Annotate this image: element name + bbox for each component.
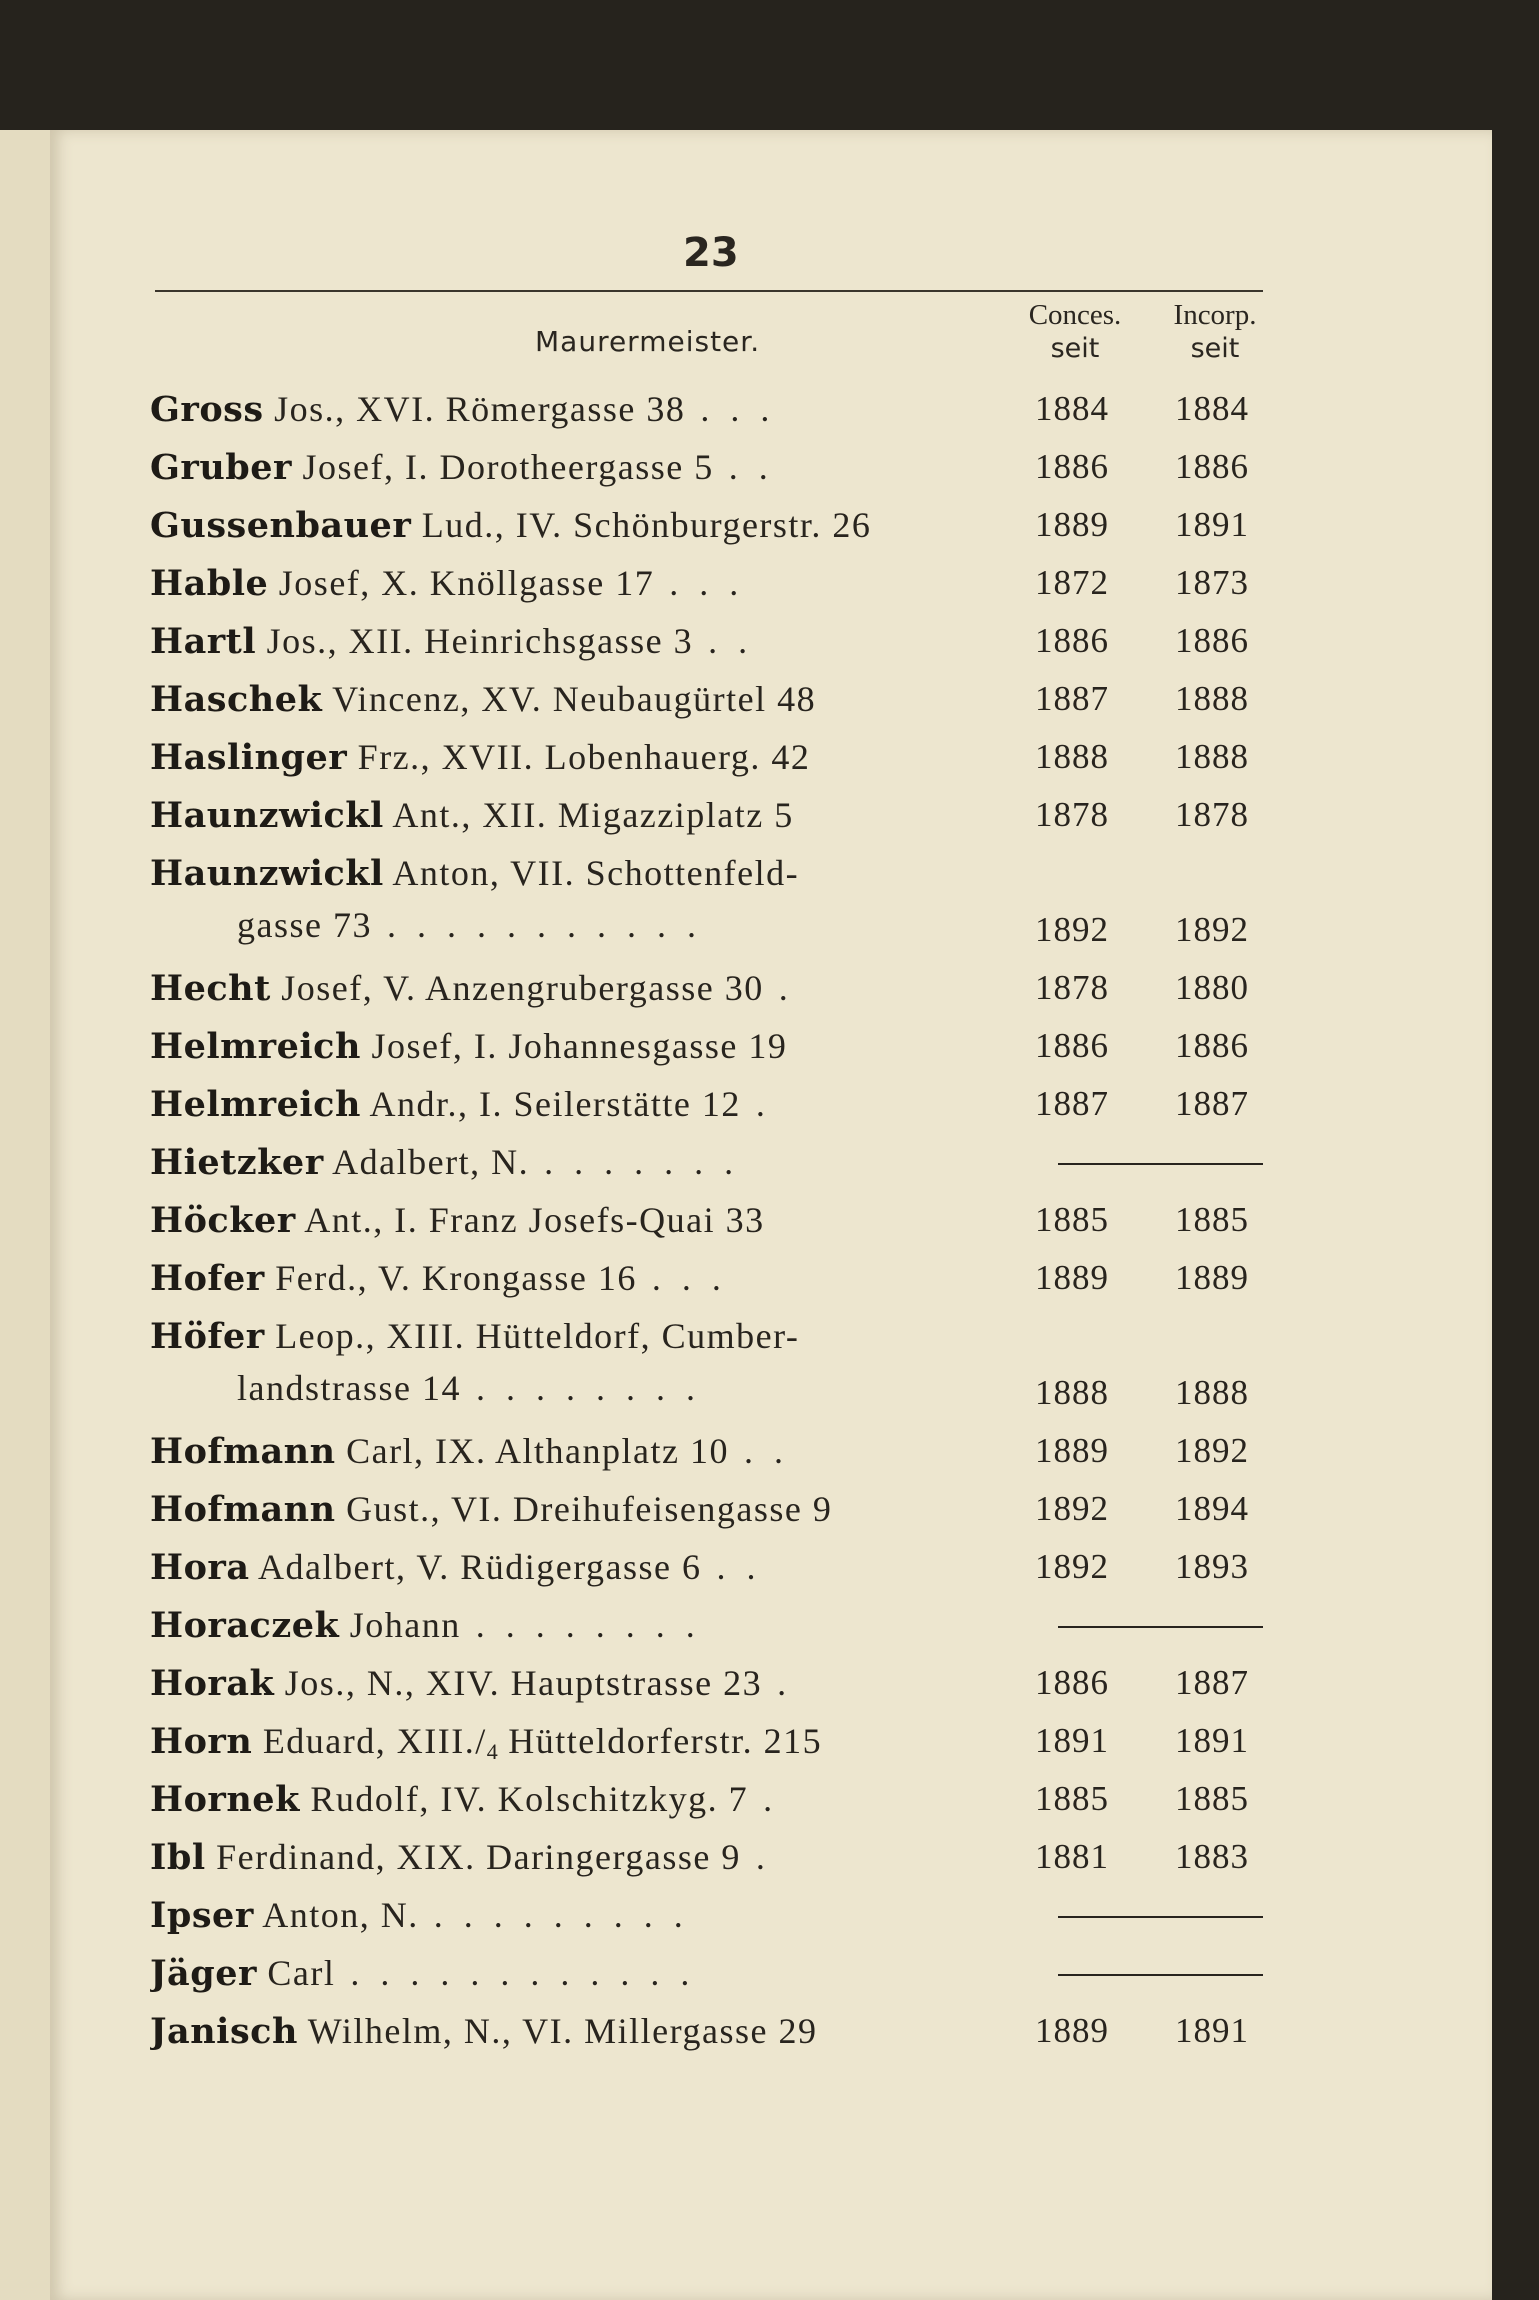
entry-line [150, 380, 980, 439]
entry-surname: Horak [150, 1663, 275, 1704]
entry-line [150, 1249, 980, 1308]
list-item [150, 554, 1280, 612]
leader-dots: . [740, 1084, 771, 1124]
entry-surname: Hora [150, 1547, 250, 1588]
entry-details: Josef, V. Anzengrubergasse 30 [270, 968, 764, 1008]
entry-surname: Hornek [150, 1779, 300, 1820]
list-item [150, 1075, 1280, 1133]
entry-line [150, 728, 980, 787]
incorp-year: 1885 [1175, 1200, 1249, 1239]
leader-dots: . . . . . . . . [460, 1605, 701, 1645]
leader-dots: . . . . . . . . [460, 1368, 701, 1408]
entry-details: Josef, I. Johannesgasse 19 [360, 1026, 788, 1066]
entry-continuation-line [150, 896, 980, 954]
entry-surname: Haslinger [150, 737, 348, 778]
incorp-year: 1878 [1175, 795, 1249, 834]
conces-year: 1885 [1035, 1200, 1109, 1239]
entry-line [150, 670, 980, 729]
conces-year: 1878 [1035, 795, 1109, 834]
conces-year: 1888 [1035, 1373, 1109, 1412]
entry-surname: Horn [150, 1721, 253, 1762]
entry-details: Andr., I. Seilerstätte 12 [360, 1084, 741, 1124]
conces-year: 1886 [1035, 447, 1109, 486]
entry-surname: Jäger [150, 1953, 257, 1994]
conces-year: 1888 [1035, 737, 1109, 776]
list-item [150, 1654, 1280, 1712]
entry-details-cont: landstrasse 14 [237, 1368, 461, 1408]
entry-details: Carl [256, 1953, 336, 1993]
entry-details: Anton, N. [253, 1895, 419, 1935]
list-item [150, 438, 1280, 496]
no-date-dash [1058, 1163, 1263, 1165]
entry-surname: Gross [150, 389, 264, 430]
incorp-year: 1886 [1175, 447, 1249, 486]
entry-surname: Janisch [150, 2011, 298, 2052]
entry-details: Jos., XVI. Römergasse 38 [263, 389, 686, 429]
incorp-year: 1885 [1175, 1779, 1249, 1818]
entry-line [150, 1133, 980, 1192]
entry-details: Ferdinand, XIX. Daringergasse 9 [205, 1837, 741, 1877]
entry-subscript: 4 [486, 1739, 498, 1764]
incorp-year: 1883 [1175, 1837, 1249, 1876]
leader-dots: . . [729, 1431, 789, 1471]
incorp-year: 1886 [1175, 621, 1249, 660]
list-item [150, 1133, 1280, 1191]
list-item [150, 612, 1280, 670]
entry-surname: Haschek [150, 679, 323, 720]
leader-dots: . [740, 1837, 771, 1877]
entry-surname: Gruber [150, 447, 292, 488]
entry-surname: Haunzwickl [150, 795, 384, 836]
conces-year: 1885 [1035, 1779, 1109, 1818]
entry-line [150, 1538, 980, 1597]
leader-dots: . . . [685, 389, 776, 429]
list-item [150, 1944, 1280, 2002]
conces-year: 1886 [1035, 1026, 1109, 1065]
entry-line [150, 1596, 980, 1655]
no-date-dash [1058, 1916, 1263, 1918]
incorp-year: 1888 [1175, 1373, 1249, 1412]
incorp-year: 1891 [1175, 2011, 1249, 2050]
incorp-year: 1889 [1175, 1258, 1249, 1297]
entry-surname: Ibl [150, 1837, 206, 1878]
page-number: 23 [683, 230, 739, 276]
entry-surname: Hartl [150, 621, 257, 662]
incorp-year: 1891 [1175, 1721, 1249, 1760]
list-item [150, 1828, 1280, 1886]
conces-year: 1884 [1035, 389, 1109, 428]
entry-line [150, 1828, 980, 1887]
list-item [150, 786, 1280, 844]
entry-line [150, 2002, 980, 2061]
entry-details: Rudolf, IV. Kolschitzkyg. 7 [299, 1779, 749, 1819]
list-item [150, 496, 1280, 554]
conces-year: 1886 [1035, 621, 1109, 660]
conces-year: 1887 [1035, 1084, 1109, 1123]
list-item [150, 1017, 1280, 1075]
conces-year: 1889 [1035, 2011, 1109, 2050]
entry-details: Eduard, XIII./ [252, 1721, 487, 1761]
entry-line [150, 1422, 980, 1481]
entry-details: Gust., VI. Dreihufeisengasse 9 [335, 1489, 833, 1529]
entry-line [150, 438, 980, 497]
entry-line [150, 1075, 980, 1134]
entry-details: Adalbert, V. Rüdigergasse 6 [249, 1547, 702, 1587]
entry-list [150, 380, 1280, 2060]
entry-surname: Hofmann [150, 1489, 336, 1530]
entry-line [150, 554, 980, 613]
entry-details: Anton, VII. Schottenfeld- [383, 853, 800, 893]
entry-line [150, 1770, 980, 1829]
incorp-year: 1888 [1175, 679, 1249, 718]
conces-year: 1878 [1035, 968, 1109, 1007]
conces-year: 1886 [1035, 1663, 1109, 1702]
entry-surname: Horaczek [150, 1605, 340, 1646]
list-item [150, 1770, 1280, 1828]
leader-dots: . . [701, 1547, 762, 1587]
list-item [150, 1538, 1280, 1596]
entry-surname: Gussenbauer [150, 505, 412, 546]
entry-line [150, 1191, 980, 1250]
entry-details: Frz., XVII. Lobenhauerg. 42 [347, 737, 811, 777]
incorp-year: 1884 [1175, 389, 1249, 428]
entry-line [150, 1654, 980, 1713]
list-item [150, 1596, 1280, 1654]
list-item [150, 1422, 1280, 1480]
leader-dots: . . . . . . . . . [418, 1895, 689, 1935]
entry-line [150, 959, 980, 1018]
entry-surname: Hofmann [150, 1431, 336, 1472]
incorp-year: 1873 [1175, 563, 1249, 602]
conces-year: 1892 [1035, 1489, 1109, 1528]
entry-details: Josef, X. Knöllgasse 17 [268, 563, 655, 603]
list-item [150, 1712, 1280, 1770]
entry-details-cont: Hütteldorferstr. 215 [497, 1721, 823, 1761]
incorp-column-header [1140, 298, 1290, 366]
entry-line [150, 1017, 980, 1076]
leader-dots: . [763, 968, 794, 1008]
entry-continuation-line [150, 1359, 980, 1417]
leader-dots: . . . [654, 563, 745, 603]
conces-year: 1889 [1035, 1431, 1109, 1470]
leader-dots: . . [693, 621, 754, 661]
entry-line [150, 1307, 980, 1366]
incorp-year: 1887 [1175, 1084, 1249, 1123]
entry-details: Carl, IX. Althanplatz 10 [335, 1431, 729, 1471]
entry-details: Ferd., V. Krongasse 16 [264, 1258, 637, 1298]
entry-details: Jos., XII. Heinrichsgasse 3 [256, 621, 694, 661]
incorp-year: 1887 [1175, 1663, 1249, 1702]
list-item [150, 1191, 1280, 1249]
entry-details: Vincenz, XV. Neubaugürtel 48 [322, 679, 817, 719]
entry-surname: Haunzwickl [150, 853, 384, 894]
no-date-dash [1058, 1974, 1263, 1976]
entry-details: Adalbert, N. [323, 1142, 530, 1182]
entry-line [150, 612, 980, 671]
leader-dots: . . . . . . . . . . . . [335, 1953, 696, 1993]
header-rule [155, 290, 1263, 292]
incorp-year: 1892 [1175, 910, 1249, 949]
entry-details: Josef, I. Dorotheergasse 5 [291, 447, 714, 487]
entry-details: Lud., IV. Schönburgerstr. 26 [411, 505, 872, 545]
list-item [150, 380, 1280, 438]
incorp-year: 1888 [1175, 737, 1249, 776]
conces-header-line2: seit [1050, 333, 1100, 364]
entry-details: Johann [339, 1605, 461, 1645]
entry-surname: Hable [150, 563, 269, 604]
list-item [150, 844, 1280, 959]
leader-dots: . [762, 1663, 793, 1703]
entry-line [150, 1944, 980, 2003]
incorp-year: 1886 [1175, 1026, 1249, 1065]
list-item [150, 1886, 1280, 1944]
entry-surname: Höfer [150, 1316, 265, 1357]
entry-surname: Helmreich [150, 1084, 361, 1125]
incorp-year: 1893 [1175, 1547, 1249, 1586]
entry-line [150, 1480, 980, 1539]
incorp-year: 1892 [1175, 1431, 1249, 1470]
entry-details: Wilhelm, N., VI. Millergasse 29 [297, 2011, 818, 2051]
leader-dots: . . . [636, 1258, 727, 1298]
conces-year: 1887 [1035, 679, 1109, 718]
conces-year: 1892 [1035, 910, 1109, 949]
entry-details: Ant., XII. Migazziplatz 5 [383, 795, 794, 835]
entry-surname: Hofer [150, 1258, 265, 1299]
conces-year: 1872 [1035, 563, 1109, 602]
no-date-dash [1058, 1626, 1263, 1628]
section-title: Maurermeister. [535, 325, 761, 358]
entry-line [150, 786, 980, 845]
leader-dots: . . [713, 447, 774, 487]
entry-details: Ant., I. Franz Josefs-Quai 33 [295, 1200, 765, 1240]
incorp-header-line1: Incorp. [1173, 299, 1257, 331]
list-item [150, 1307, 1280, 1422]
conces-column-header [1000, 298, 1150, 366]
conces-year: 1889 [1035, 505, 1109, 544]
entry-details: Jos., N., XIV. Hauptstrasse 23 [274, 1663, 763, 1703]
entry-line [150, 1886, 980, 1945]
leader-dots: . [748, 1779, 779, 1819]
entry-line [150, 496, 980, 555]
entry-surname: Hietzker [150, 1142, 324, 1183]
entry-line [150, 844, 980, 903]
incorp-year: 1894 [1175, 1489, 1249, 1528]
entry-details-cont: gasse 73 [237, 905, 372, 945]
leader-dots: . . . . . . . [529, 1142, 740, 1182]
conces-year: 1881 [1035, 1837, 1109, 1876]
entry-surname: Ipser [150, 1895, 254, 1936]
incorp-year: 1880 [1175, 968, 1249, 1007]
entry-surname: Helmreich [150, 1026, 361, 1067]
entry-details: Leop., XIII. Hütteldorf, Cumber- [264, 1316, 800, 1356]
entry-surname: Höcker [150, 1200, 296, 1241]
list-item [150, 670, 1280, 728]
list-item [150, 1249, 1280, 1307]
incorp-header-line2: seit [1190, 333, 1240, 364]
list-item [150, 959, 1280, 1017]
conces-header-line1: Conces. [1028, 299, 1122, 331]
conces-year: 1891 [1035, 1721, 1109, 1760]
leader-dots: . . . . . . . . . . . [371, 905, 702, 945]
list-item [150, 1480, 1280, 1538]
list-item [150, 2002, 1280, 2060]
conces-year: 1889 [1035, 1258, 1109, 1297]
conces-year: 1892 [1035, 1547, 1109, 1586]
entry-surname: Hecht [150, 968, 271, 1009]
incorp-year: 1891 [1175, 505, 1249, 544]
list-item [150, 728, 1280, 786]
